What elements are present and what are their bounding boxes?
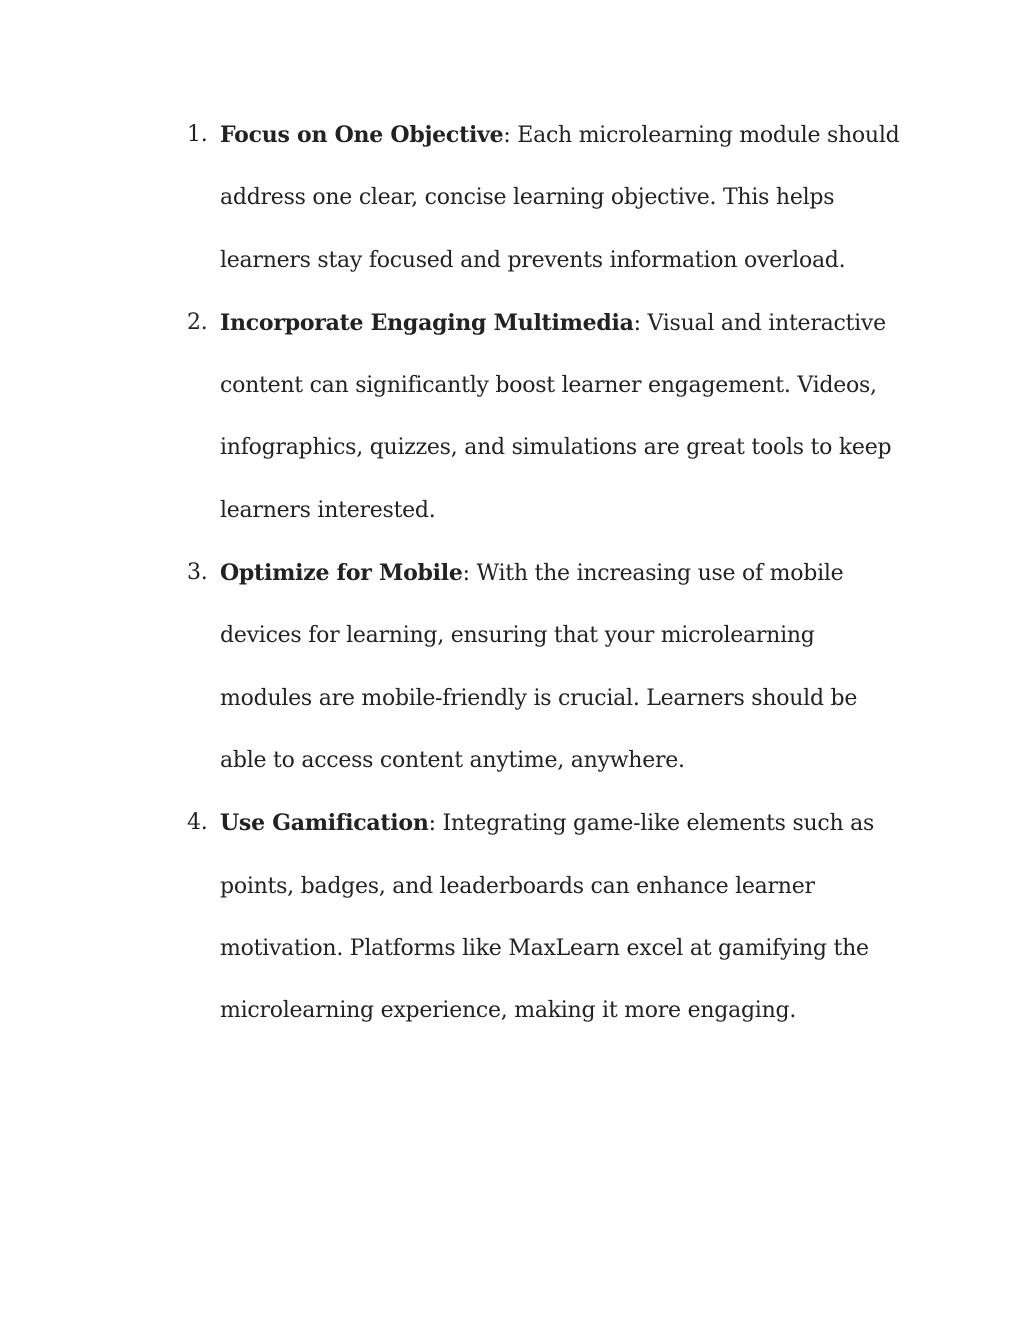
list-item [0,792,900,1042]
list-item [0,542,900,792]
list-item-heading: Optimize for Mobile [220,560,463,587]
list-item-heading: Focus on One Objective [220,122,504,148]
list-item-number: 4. [187,810,208,836]
list-item [0,292,900,542]
tips-list [0,104,900,1042]
list-item-number: 3. [187,560,208,586]
list-item-number: 2. [187,309,208,335]
list-item [0,104,900,292]
list-item-body: : With the increasing use of mobile devices for learning, ensuring that your microlearning modules are mobile-friendly is crucial. Learners should be able to access content anytime, anywhere. [220,561,858,773]
list-item-body: : Integrating game-like elements such as points, badges, and leaderboards can enhance learner motivation. Platforms like MaxLearn excel at gamifying the microlearning experience, making it more engaging. [220,811,875,1024]
list-item-body: : Each microlearning module should address one clear, concise learning objective. This helps learners stay focused and prevents information overload. [220,123,900,273]
list-item-body: : Visual and interactive content can significantly boost learner engagement. Videos, infographics, quizzes, and simulations are great tools to keep learners interested. [220,310,892,523]
list-item-heading: Incorporate Engaging Multimedia [220,309,634,336]
list-item-heading: Use Gamification [220,810,429,837]
list-item-number: 1. [187,122,208,147]
